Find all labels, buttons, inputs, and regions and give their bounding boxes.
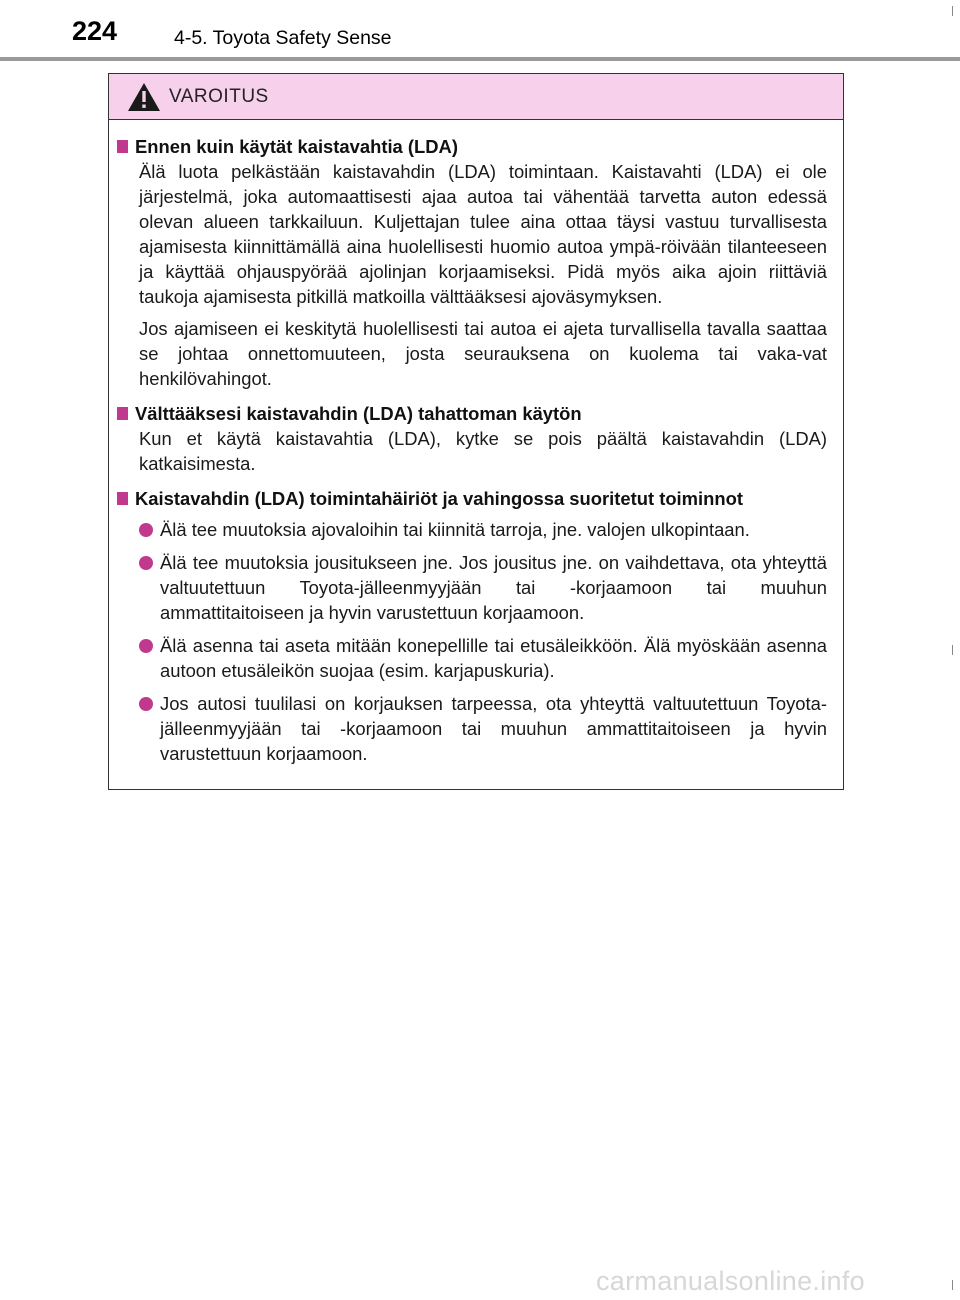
list-item-text: Älä tee muutoksia ajovaloihin tai kiinnitä tarroja, jne. valojen ulkopintaan. [160, 519, 750, 540]
circle-bullet-icon [139, 697, 153, 711]
page-number: 224 [72, 16, 118, 46]
list-item-text: Älä tee muutoksia jousitukseen jne. Jos jousitus jne. on vaihdettava, ota yhteyttä valtuutettuun Toyota-jälleenmyyjään tai -korjaamoon tai muuhun ammattitaitoiseen ja hyvin varustettuun korjaamoon. [160, 552, 827, 623]
list-item [139, 691, 827, 766]
paragraph: Kun et käytä kaistavahtia (LDA), kytke se pois päältä kaistavahdin (LDA) katkaisimesta. [139, 428, 827, 474]
page-header [0, 0, 960, 62]
list-item-text: Jos autosi tuulilasi on korjauksen tarpeessa, ota yhteyttä valtuutettuun Toyota-jälleenmyyjään tai -korjaamoon tai muuhun ammattitaitoiseen ja hyvin varustettuun korjaamoon. [160, 693, 827, 764]
circle-bullet-icon [139, 556, 153, 570]
section-heading-text: Välttääksesi kaistavahdin (LDA) tahattoman käytön [135, 403, 582, 424]
watermark: carmanualsonline.info [596, 1266, 865, 1296]
bullet-list [139, 517, 827, 766]
warning-body [109, 120, 843, 766]
section-heading [115, 401, 827, 426]
section-heading-text: Ennen kuin käytät kaistavahtia (LDA) [135, 136, 458, 157]
warning-header [109, 74, 843, 120]
circle-bullet-icon [139, 639, 153, 653]
square-bullet-icon [117, 140, 128, 153]
warning-box [108, 73, 844, 790]
list-item [139, 517, 827, 542]
paragraph: Älä luota pelkästään kaistavahdin (LDA) toimintaan. Kaistavahti (LDA) ei ole järjestelmä, joka automaattisesti ajaa autoa tai vähentää tarvetta auton edessä olevan alueen tarkkailuun. Kuljettajan tulee aina ottaa täysi vastuu turvallisesta ajamisesta kiinnittämällä aina huolellisesti huomio autoa ympä-röivään tilanteeseen ja käyttää ohjauspyörää ajolinjan korjaamiseksi. Pidä myös aika ajoin riittäviä taukoja ajamisesta pitkillä matkoilla välttääksesi ajoväsymyksen. [139, 161, 827, 307]
warning-title: VAROITUS [169, 86, 269, 107]
square-bullet-icon [117, 407, 128, 420]
warning-triangle-icon [127, 82, 161, 112]
section-title: 4-5. Toyota Safety Sense [174, 27, 392, 49]
header-divider [0, 57, 960, 61]
section-heading [115, 486, 827, 511]
crop-mark [952, 6, 953, 16]
square-bullet-icon [117, 492, 128, 505]
section-heading [115, 134, 827, 159]
list-item [139, 550, 827, 625]
paragraph: Jos ajamiseen ei keskitytä huolellisesti tai autoa ei ajeta turvallisella tavalla saattaa se johtaa onnettomuuteen, josta seurauksena on kuolema tai vaka-vat henkilövahingot. [139, 318, 827, 389]
list-item [139, 633, 827, 683]
crop-mark [952, 1280, 953, 1290]
crop-mark [952, 645, 953, 655]
list-item-text: Älä asenna tai aseta mitään konepellille tai etusäleikköön. Älä myöskään asenna autoon etusäleikön suojaa (esim. karjapuskuria). [160, 635, 827, 681]
section-heading-text: Kaistavahdin (LDA) toimintahäiriöt ja vahingossa suoritetut toiminnot [135, 488, 743, 509]
circle-bullet-icon [139, 523, 153, 537]
